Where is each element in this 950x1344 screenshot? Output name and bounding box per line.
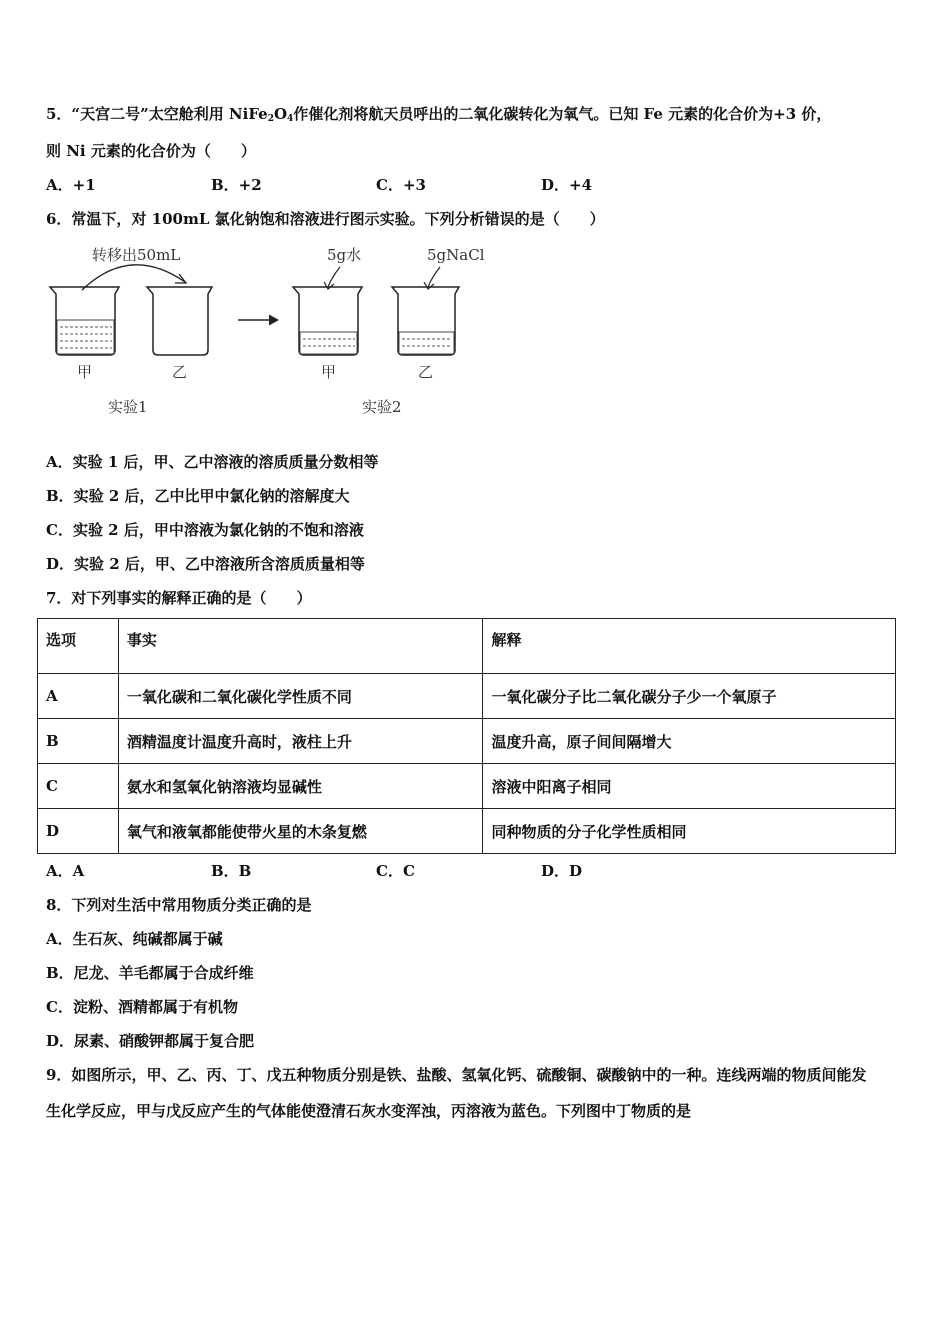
q7-option-a[interactable]: A．A	[46, 862, 85, 880]
table-row	[38, 674, 896, 719]
header-explanation: 解释	[483, 619, 896, 674]
q6-experiment-figure	[40, 232, 500, 432]
row-explanation: 一氧化碳分子比二氧化碳分子少一个氧原子	[483, 674, 896, 719]
beaker-yi-exp2	[392, 287, 459, 355]
nacl-label: 5gNaCl	[427, 246, 485, 264]
row-explanation: 温度升高，原子间间隔增大	[483, 719, 896, 764]
table-row	[38, 719, 896, 764]
row-fact: 氨水和氢氧化钠溶液均显碱性	[118, 764, 483, 809]
q8-option-c[interactable]: C．淀粉、酒精都属于有机物	[46, 998, 238, 1016]
exp2-label: 实验2	[362, 398, 402, 416]
table-row	[38, 809, 896, 854]
q5-stem-line2: 则 Ni 元素的化合价为（ ）	[46, 142, 256, 160]
exp1-label: 实验1	[108, 398, 148, 416]
q9-stem-line2: 生化学反应，甲与戊反应产生的气体能使澄清石灰水变浑浊，丙溶液为蓝色。下列图中丁物质的是	[46, 1102, 692, 1120]
row-fact: 酒精温度计温度升高时，液柱上升	[118, 719, 483, 764]
q7-table	[37, 618, 896, 854]
q5-option-b[interactable]: B．+2	[211, 176, 262, 194]
q5-option-c[interactable]: C．+3	[376, 176, 426, 194]
row-fact: 氧气和液氧都能使带火星的木条复燃	[118, 809, 483, 854]
q8-option-a[interactable]: A．生石灰、纯碱都属于碱	[46, 930, 223, 948]
table-header-row	[38, 619, 896, 674]
q7-option-b[interactable]: B．B	[211, 862, 252, 880]
q7-option-c[interactable]: C．C	[376, 862, 415, 880]
beaker-jia-exp1	[50, 287, 119, 355]
header-option: 选项	[38, 619, 119, 674]
beaker-yi-label-2: 乙	[418, 363, 434, 381]
row-option: C	[38, 764, 119, 809]
row-explanation: 溶液中阳离子相同	[483, 764, 896, 809]
q6-stem: 6．常温下，对 100mL 氯化钠饱和溶液进行图示实验。下列分析错误的是（ ）	[46, 210, 605, 228]
q8-option-d[interactable]: D．尿素、硝酸钾都属于复合肥	[46, 1032, 255, 1050]
q5-option-d[interactable]: D．+4	[541, 176, 593, 194]
water-label: 5g水	[327, 246, 362, 264]
beaker-jia-label-2: 甲	[321, 363, 337, 381]
q7-stem: 7．对下列事实的解释正确的是（ ）	[46, 589, 312, 607]
row-option: B	[38, 719, 119, 764]
q5-stem-line1: 5．“天宫二号”太空舱利用 $NiFe_2O_4$作催化剂将航天员呼出的二氧化碳转化为氧气。已知 Fe 元素的化合价为+3 价，	[46, 105, 832, 124]
q8-option-b[interactable]: B．尼龙、羊毛都属于合成纤维	[46, 964, 254, 982]
q7-option-d[interactable]: D．D	[541, 862, 583, 880]
process-arrowhead	[269, 315, 278, 325]
row-fact: 一氧化碳和二氧化碳化学性质不同	[118, 674, 483, 719]
q6-option-d[interactable]: D．实验 2 后，甲、乙中溶液所含溶质质量相等	[46, 555, 365, 573]
beaker-yi-label-1: 乙	[172, 363, 188, 381]
beaker-jia-exp2	[293, 287, 362, 355]
beaker-jia-label-1: 甲	[77, 363, 93, 381]
q9-stem-line1: 9．如图所示，甲、乙、丙、丁、戊五种物质分别是铁、盐酸、氢氧化钙、硫酸铜、碳酸钠中的一种。连线两端的物质间能发	[46, 1066, 867, 1084]
q8-stem: 8．下列对生活中常用物质分类正确的是	[46, 896, 312, 914]
row-option: A	[38, 674, 119, 719]
q6-option-a[interactable]: A．实验 1 后，甲、乙中溶液的溶质质量分数相等	[46, 453, 379, 471]
q6-option-c[interactable]: C．实验 2 后，甲中溶液为氯化钠的不饱和溶液	[46, 521, 364, 539]
transfer-label: 转移出50mL	[92, 246, 181, 264]
row-explanation: 同种物质的分子化学性质相同	[483, 809, 896, 854]
row-option: D	[38, 809, 119, 854]
q5-option-a[interactable]: A．+1	[46, 176, 96, 194]
table-row	[38, 764, 896, 809]
transfer-arrow	[82, 265, 185, 290]
header-fact: 事实	[118, 619, 483, 674]
q6-option-b[interactable]: B．实验 2 后，乙中比甲中氯化钠的溶解度大	[46, 487, 350, 505]
beaker-yi-exp1	[147, 287, 212, 355]
